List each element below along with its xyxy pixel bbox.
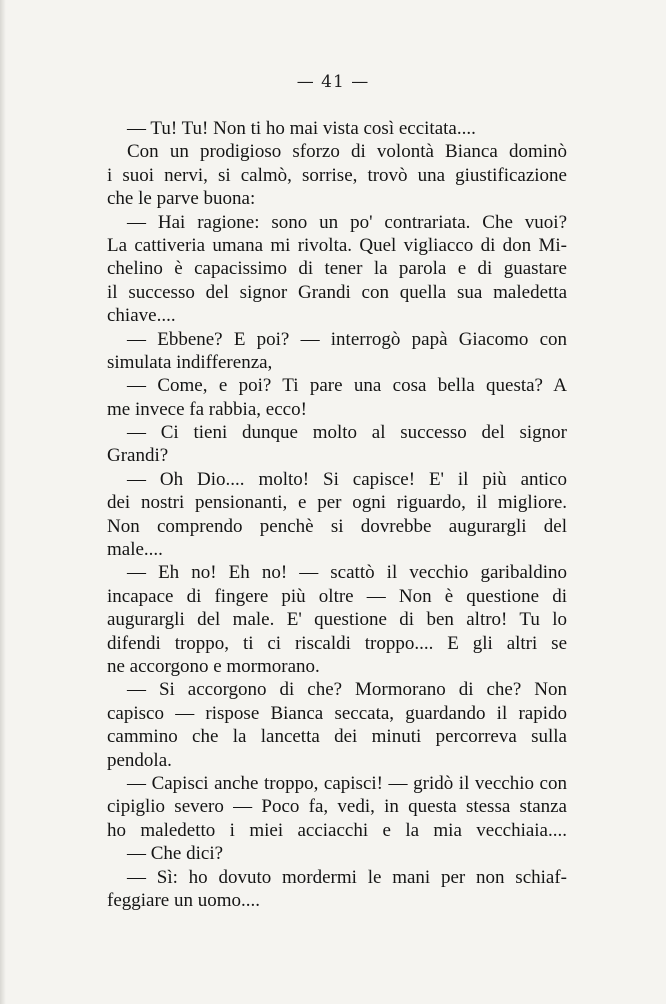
text-line: — Ci tieni dunque molto al successo del signor (127, 422, 567, 444)
text-line: ne accorgono e mormorano. (107, 655, 320, 677)
text-line: La cattiveria umana mi rivolta. Quel vigliacco di don Mi- (107, 234, 567, 256)
text-line: — Come, e poi? Ti pare una cosa bella questa? A (127, 375, 567, 397)
text-line: che le parve buona: (107, 188, 256, 210)
body-text (107, 117, 567, 912)
text-line: — Si accorgono di che? Mormorano di che? Non (127, 679, 567, 701)
text-line: — Capisci anche troppo, capisci! — gridò il vecchio con (127, 772, 567, 794)
text-line: chelino è capacissimo di tener la parola e di guastare (107, 258, 567, 280)
scan-edge (0, 0, 6, 1004)
text-line: ho maledetto i miei acciacchi e la mia vecchiaia.... (107, 819, 567, 841)
text-line: — Ebbene? E poi? — interrogò papà Giacomo con (127, 328, 567, 350)
text-line: me invece fa rabbia, ecco! (107, 398, 307, 420)
text-line: simulata indifferenza, (107, 351, 273, 373)
text-line: pendola. (107, 749, 172, 771)
text-line: — Tu! Tu! Non ti ho mai vista così eccitata.... (127, 118, 476, 139)
text-line: — Hai ragione: sono un po' contrariata. Che vuoi? (127, 211, 567, 233)
text-line: cipiglio severo — Poco fa, vedi, in questa stessa stanza (107, 796, 567, 818)
page-number: — 41 — (296, 72, 370, 92)
text-line: incapace di fingere più oltre — Non è questione di (107, 585, 567, 607)
text-line: male.... (107, 539, 163, 561)
text-line: il successo del signor Grandi con quella sua maledetta (107, 281, 567, 303)
text-line: augurargli del male. E' questione di ben altro! Tu lo (107, 609, 567, 631)
text-line: Grandi? (107, 445, 169, 467)
text-line: capisco — rispose Bianca seccata, guardando il rapido (107, 702, 567, 724)
text-line: feggiare un uomo.... (107, 889, 261, 911)
text-line: i suoi nervi, si calmò, sorrise, trovò una giustificazione (107, 164, 567, 186)
text-line: cammino che la lancetta dei minuti percorreva sulla (107, 726, 567, 748)
text-line: — Eh no! Eh no! — scattò il vecchio garibaldino (127, 562, 567, 584)
text-line: Con un prodigioso sforzo di volontà Bianca dominò (127, 141, 567, 163)
text-line: — Oh Dio.... molto! Si capisce! E' il più antico (127, 468, 567, 490)
text-line: difendi troppo, ti ci riscaldi troppo.... E gli altri se (107, 632, 567, 654)
text-line: chiave.... (107, 305, 176, 327)
text-line: — Che dici? (127, 843, 224, 865)
text-line: — Sì: ho dovuto mordermi le mani per non schiaf- (127, 866, 567, 888)
text-line: Non comprendo penchè si dovrebbe augurargli del (107, 515, 567, 537)
text-line: dei nostri pensionanti, e per ogni riguardo, il migliore. (107, 492, 567, 514)
